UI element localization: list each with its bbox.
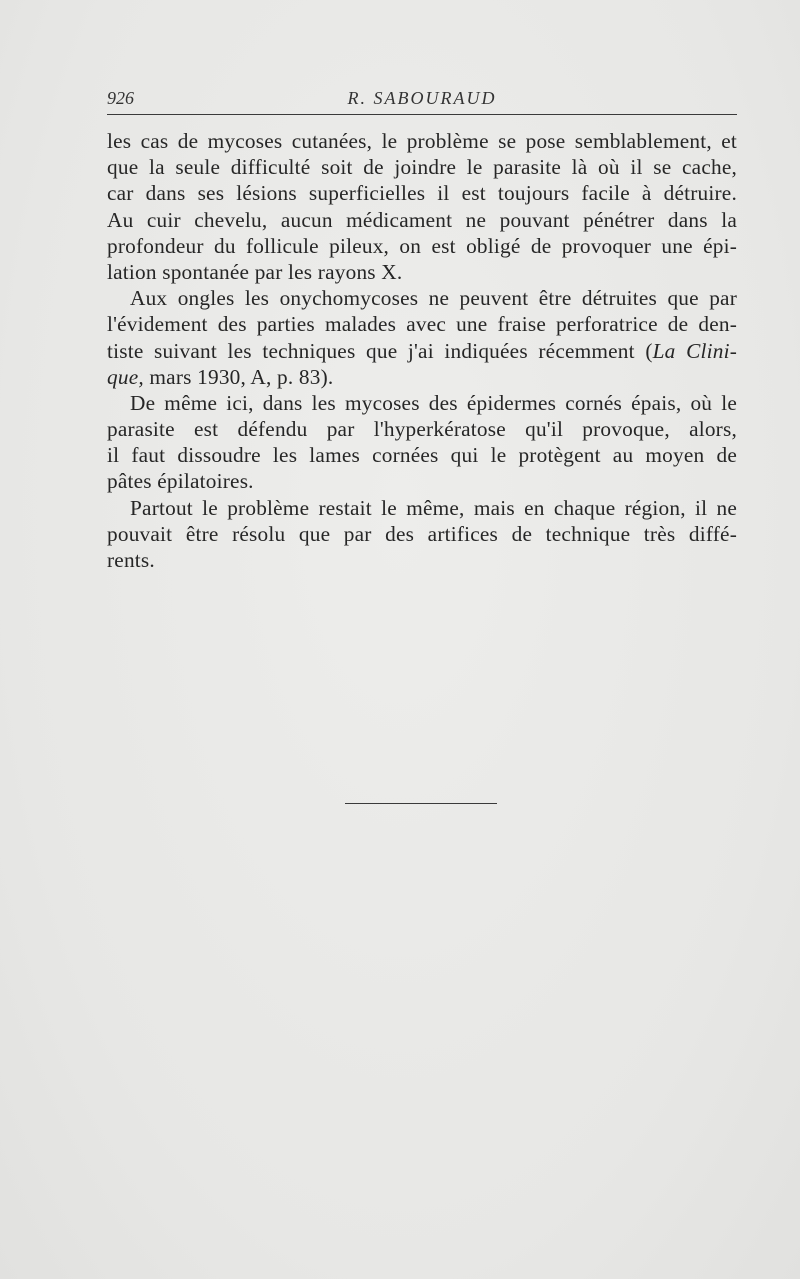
text-line: l'évidement des parties malades avec une fraise perforatrice de den-: [107, 312, 737, 337]
page-header: [107, 88, 737, 115]
text-line: car dans ses lésions superficielles il est toujours facile à détruire.: [107, 181, 737, 206]
running-head: R. SABOURAUD: [347, 88, 497, 108]
section-end-rule: [345, 803, 497, 804]
text-line: [107, 364, 737, 390]
text-span: tiste suivant les techniques que j'ai indiquées récemment (: [107, 338, 653, 363]
text-line: rents.: [107, 548, 155, 572]
text-line: [107, 338, 737, 364]
text-line: Au cuir chevelu, aucun médicament ne pouvant pénétrer dans la: [107, 207, 737, 232]
text-line: Aux ongles les onychomycoses ne peuvent être détruites que par: [130, 286, 737, 311]
text-line: les cas de mycoses cutanées, le problème se pose semblablement, et: [107, 129, 737, 153]
text-line: pouvait être résolu que par des artifices de technique très diffé-: [107, 521, 737, 546]
journal-title: La Clini-: [652, 338, 737, 363]
text-line: pâtes épilatoires.: [107, 469, 254, 494]
text-line: parasite est défendu par l'hyperkératose qu'il provoque, alors,: [107, 417, 737, 442]
text-line: Partout le problème restait le même, mais en chaque région, il ne: [130, 495, 737, 520]
text-line: que la seule difficulté soit de joindre le parasite là où il se cache,: [107, 155, 737, 180]
body-text: [107, 128, 737, 573]
text-span: mars 1930, A, p. 83).: [143, 364, 334, 389]
text-line: profondeur du follicule pileux, on est obligé de provoquer une épi-: [107, 233, 737, 258]
text-line: De même ici, dans les mycoses des épidermes cornés épais, où le: [130, 390, 737, 415]
text-line: lation spontanée par les rayons X.: [107, 259, 403, 284]
journal-title-end: que,: [107, 364, 144, 389]
text-line: il faut dissoudre les lames cornées qui le protègent au moyen de: [107, 443, 737, 468]
page-number: 926: [107, 88, 134, 108]
